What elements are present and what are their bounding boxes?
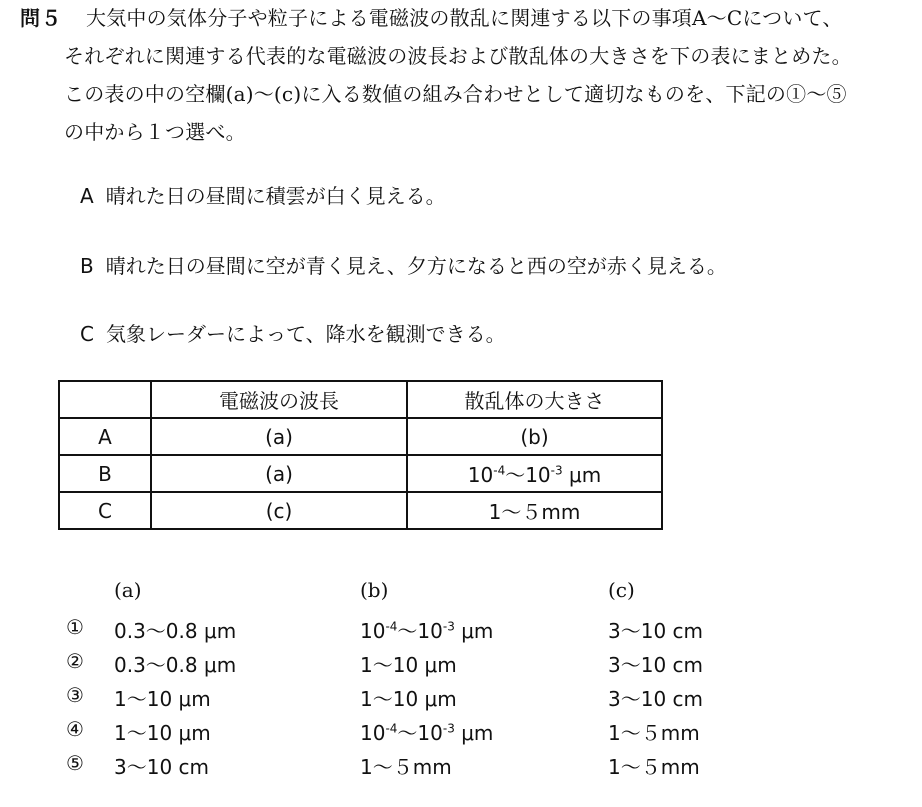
item-b	[80, 250, 727, 279]
options-header-b: (b)	[360, 578, 389, 602]
summary-table	[58, 380, 663, 530]
table-cell-size: 1〜５mm	[407, 492, 662, 529]
table-cell-size: (b)	[407, 418, 662, 455]
option-value-c: 1〜５mm	[608, 755, 700, 779]
table-row	[59, 455, 662, 492]
option-mark[interactable]: ④	[66, 717, 84, 741]
question-text-line-1: 大気中の気体分子や粒子による電磁波の散乱に関連する以下の事項A〜Cについて、	[86, 6, 843, 30]
option-value-a: 1〜10 μm	[114, 687, 211, 711]
table-header-empty	[59, 381, 151, 418]
table-row-label: B	[59, 455, 151, 492]
option-value-b: $10^{-4}$〜$10^{-3}$ μm	[360, 721, 494, 745]
item-a	[80, 180, 446, 209]
table-cell-wavelength: (c)	[151, 492, 407, 529]
item-c	[80, 318, 506, 347]
table-row	[59, 492, 662, 529]
option-mark[interactable]: ③	[66, 683, 84, 707]
options-header-c: (c)	[608, 578, 635, 602]
option-value-c: 3〜10 cm	[608, 653, 704, 677]
option-mark[interactable]: ⑤	[66, 751, 84, 775]
option-value-b: 1〜10 μm	[360, 653, 457, 677]
option-value-a: 0.3〜0.8 μm	[114, 619, 237, 643]
question-number: 問５	[20, 6, 62, 30]
item-label: B	[80, 254, 94, 278]
item-text: 晴れた日の昼間に空が青く見え、夕方になると西の空が赤く見える。	[105, 254, 727, 278]
option-value-b: 1〜５mm	[360, 755, 452, 779]
table-header-size: 散乱体の大きさ	[407, 381, 662, 418]
question-text-line-2: それぞれに関連する代表的な電磁波の波長および散乱体の大きさを下の表にまとめた。	[64, 44, 852, 68]
option-value-b: $10^{-4}$〜$10^{-3}$ μm	[360, 619, 494, 643]
table-row	[59, 418, 662, 455]
table-cell-wavelength: (a)	[151, 455, 407, 492]
table-cell-size: $10^{-4}$〜$10^{-3}$ μm	[407, 455, 662, 492]
table-header-wavelength: 電磁波の波長	[151, 381, 407, 418]
table-row-label: A	[59, 418, 151, 455]
item-text: 気象レーダーによって、降水を観測できる。	[105, 322, 506, 346]
option-value-a: 0.3〜0.8 μm	[114, 653, 237, 677]
table-cell-wavelength: (a)	[151, 418, 407, 455]
item-text: 晴れた日の昼間に積雲が白く見える。	[105, 184, 446, 208]
option-value-b: 1〜10 μm	[360, 687, 457, 711]
option-mark[interactable]: ②	[66, 649, 84, 673]
option-value-c: 3〜10 cm	[608, 687, 704, 711]
table-header-row	[59, 381, 662, 418]
options-header-a: (a)	[114, 578, 142, 602]
question-text-line-3: この表の中の空欄(a)〜(c)に入る数値の組み合わせとして適切なものを、下記の①〜⑤	[64, 82, 847, 106]
question-text-line-4: の中から１つ選べ。	[64, 120, 246, 144]
option-value-c: 1〜５mm	[608, 721, 700, 745]
option-value-a: 1〜10 μm	[114, 721, 211, 745]
item-label: A	[80, 184, 94, 208]
option-value-c: 3〜10 cm	[608, 619, 704, 643]
option-value-a: 3〜10 cm	[114, 755, 210, 779]
table-row-label: C	[59, 492, 151, 529]
option-mark[interactable]: ①	[66, 615, 84, 639]
item-label: C	[80, 322, 94, 346]
